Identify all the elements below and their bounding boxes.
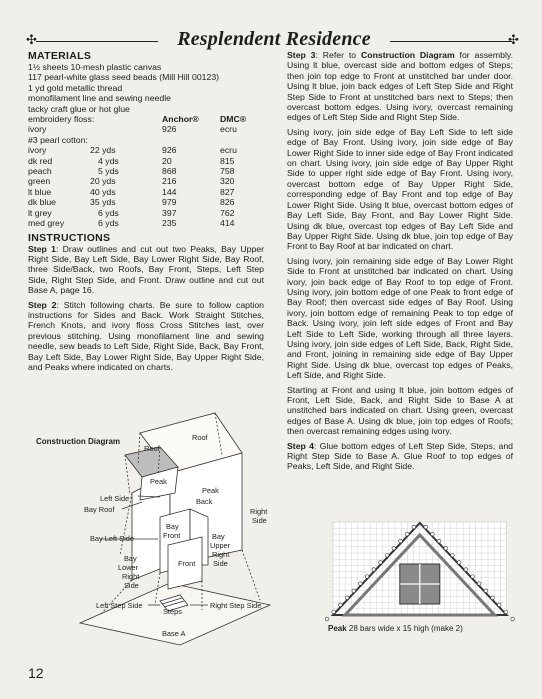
peak-chart — [325, 510, 515, 622]
bay-lower-right-label: Bay — [124, 554, 137, 563]
cotton-row: dk red 4 yds 20 815 — [28, 155, 235, 166]
peak-front-label: Peak — [150, 477, 167, 486]
bay-upper-right-label-2: Upper — [210, 541, 231, 550]
bead-marker — [451, 554, 455, 558]
floss-label: embroidery floss: — [28, 114, 95, 125]
bead-marker — [424, 525, 428, 529]
bead-marker — [359, 582, 363, 586]
ornament-right-icon: ✣ — [508, 32, 519, 47]
step-1: Step 1: Draw outlines and cut out two Peaks, Bay Upper Right Side, Bay Left Side, Bay Lower Right Side, Bay Roof, three Side/Back, two Roofs, Bay Front, Steps, Left Step Side, Right Step Side, and Front. Draw outline and cut out Base A, page 16. — [28, 243, 264, 296]
bead-marker — [491, 596, 495, 600]
bay-front-label-2: Front — [163, 531, 181, 540]
bead-marker — [372, 568, 376, 572]
header-rule-right — [388, 41, 512, 42]
cotton-row: ivory 22 yds 926 ecru — [28, 145, 237, 156]
diagram-title: Construction Diagram — [36, 437, 121, 446]
back-label: Back — [196, 497, 213, 506]
bay-front-label: Bay — [166, 522, 179, 531]
bead-marker — [464, 568, 468, 572]
materials-heading: MATERIALS — [28, 50, 92, 62]
bay-roof-top-label: Roof — [144, 444, 160, 453]
cotton-row: lt grey 6 yds 397 762 — [28, 207, 235, 218]
construction-diagram — [30, 405, 280, 655]
bead-marker — [352, 589, 356, 593]
bead-marker — [399, 539, 403, 543]
cotton-row: peach 5 yds 868 758 — [28, 166, 235, 177]
bay-lower-right-label-4: Side — [124, 581, 139, 590]
bead-marker — [437, 539, 441, 543]
left-column — [28, 50, 264, 376]
bead-marker — [379, 561, 383, 565]
step-3: Step 3: Refer to Construction Diagram for assembly. Using lt blue, overcast side and bottom edges of Steps; then join top edge to Front at unstitched bar under door. Using lt blue, join back edges of Left Step Side and Right Step Side to Front at unstitched bars next to Steps; then overcast bottom edges. Using ivory, overcast remaining edges of Left Step Side and Right Step Side. — [287, 50, 513, 123]
bead-marker — [339, 603, 343, 607]
bead-marker — [365, 575, 369, 579]
bead-marker — [511, 617, 515, 621]
base-a-label: Base A — [162, 629, 186, 638]
floss-table — [28, 114, 264, 228]
instructions-heading: INSTRUCTIONS — [28, 231, 111, 244]
peak-chart-drawing — [325, 510, 515, 622]
base-guide-line — [242, 550, 260, 600]
peak-back-label: Peak — [202, 486, 219, 495]
step-2: Step 2: Stitch following charts. Be sure to follow caption instructions for Sides and Back. Work Straight Stitches, French Knots, and ivory floss Cross Stitches last, over previous stitching. Using monofilament line and sewing needle, sew beads to Left Side, Right Side, Back, Bay Front, Bay Left Side, Bay Lower Right Side, Bay Upper Right Side, and Peaks where indicated on charts. — [28, 299, 264, 372]
right-step-side-label: Right Step Side — [210, 601, 262, 610]
bead-marker — [484, 589, 488, 593]
bay-upper-right-label: Bay — [212, 532, 225, 541]
material-item: 1 yd gold metallic thread — [28, 82, 123, 93]
material-item: tacky craft glue or hot glue — [28, 103, 130, 114]
bead-marker — [471, 575, 475, 579]
bead-marker — [325, 617, 329, 621]
bead-marker — [412, 525, 416, 529]
page-number: 12 — [28, 665, 44, 681]
material-item: 1½ sheets 10-mesh plastic canvas — [28, 62, 162, 72]
pearl-cotton-row — [28, 135, 264, 145]
bead-marker — [332, 610, 336, 614]
bay-upper-right-label-3: Right — [212, 550, 230, 559]
bead-marker — [477, 582, 481, 586]
floss-row — [28, 124, 264, 134]
bead-marker — [444, 546, 448, 550]
step-3-para-2: Using ivory, join side edge of Bay Left Side to left side edge of Bay Front. Using ivory, join side edge of Bay Lower Right Side to inner side edge of Bay Front indicated on chart. Using ivory, join side edge of Bay Upper Right Side to upper right side edge of Bay Front. Using ivory, overcast bottom edge of Bay Upper Right Side, corresponding edge of Bay Front and top edge of Bay Lower Right Side. Using lt blue, overcast bottom edges of Bay Left Side, Bay Front, and Bay Lower Right Side. Using dk blue, overcast top edges of Bay Left Side and Bay Upper Right Side. Using dk blue, join top edge of Bay Front to Bay Roof at bar indicated on chart. — [287, 126, 513, 252]
cotton-row: med grey 6 yds 235 414 — [28, 218, 235, 229]
step-3-para-3: Using ivory, join remaining side edge of Bay Lower Right Side to Front at unstitched bar indicated on chart. Using ivory, join back edge of Bay Roof to top edge of Front. Using ivory, join bottom edge of one Peak to front edge of Bay Roof; then overcast side edges of Bay Roof. Using ivory, join bottom edge of remaining Peak to top edge of Back. Using ivory, join left side edges of Front and Bay Left Side to Left Side, working through all three layers. Using ivory, join side edges of Left Side, Back, Right Side, and Front, joining in remaining side edge of Bay Upper Right Side. Using dk blue, overcast top edges of Peaks, Left Side, and Right Side. — [287, 255, 513, 381]
left-step-side-label: Left Step Side — [96, 601, 143, 610]
peak-caption: Peak 28 bars wide x 15 high (make 2) — [328, 624, 463, 633]
material-item: monofilament line and sewing needle — [28, 93, 171, 104]
right-side-label: Right — [250, 507, 268, 516]
bead-marker — [457, 561, 461, 565]
step-3-para-4: Starting at Front and using lt blue, join bottom edges of Front, Left Side, Back, and Right Side to Base A at unstitched bars indicated on chart. Using green, overcast edges of Base A. Using dk blue, join top edges of Roofs; then overcast remaining edges using ivory. — [287, 384, 513, 437]
floss-header-row — [28, 114, 264, 124]
material-item: 117 pearl-white glass seed beads (Mill Hill 00123) — [28, 72, 220, 83]
bead-marker — [345, 596, 349, 600]
front-label: Front — [178, 559, 196, 568]
cotton-row: lt blue 40 yds 144 827 — [28, 186, 235, 197]
bay-left-side-label: Bay Left Side — [90, 534, 134, 543]
ornament-left-icon: ✣ — [26, 32, 37, 47]
cotton-row: dk blue 35 yds 979 826 — [28, 197, 235, 208]
bead-marker — [385, 554, 389, 558]
step-4: Step 4: Glue bottom edges of Left Step Side, Steps, and Right Step Side to Base A. Glue Roof to top edges of Peaks, Left Side, and Right Side. — [287, 440, 514, 472]
left-side-label: Left Side — [100, 494, 130, 503]
steps-label: Steps — [163, 607, 182, 616]
bay-lower-right-label-3: Right — [122, 572, 140, 581]
bead-marker — [392, 546, 396, 550]
roof-label: Roof — [192, 433, 208, 442]
bead-marker — [504, 610, 508, 614]
floss-anchor: 926 — [162, 124, 177, 135]
page-title: Resplendent Residence — [158, 28, 390, 51]
floss-color: ivory — [28, 124, 47, 135]
bead-marker — [431, 532, 435, 536]
right-column — [287, 50, 513, 476]
bead-marker — [405, 532, 409, 536]
pearl-cotton-label: #3 pearl cotton: — [28, 134, 88, 145]
bay-roof-label: Bay Roof — [84, 505, 115, 514]
floss-dmc: ecru — [220, 124, 237, 135]
header-rule-left — [36, 41, 160, 42]
dmc-column-header: DMC® — [220, 114, 247, 125]
cotton-row: green 20 yds 216 320 — [28, 176, 235, 187]
bay-upper-right-label-4: Side — [213, 559, 228, 568]
right-side-label-2: Side — [252, 516, 267, 525]
bay-lower-right-label-2: Lower — [118, 563, 139, 572]
anchor-column-header: Anchor® — [162, 114, 199, 125]
bead-marker — [497, 603, 501, 607]
